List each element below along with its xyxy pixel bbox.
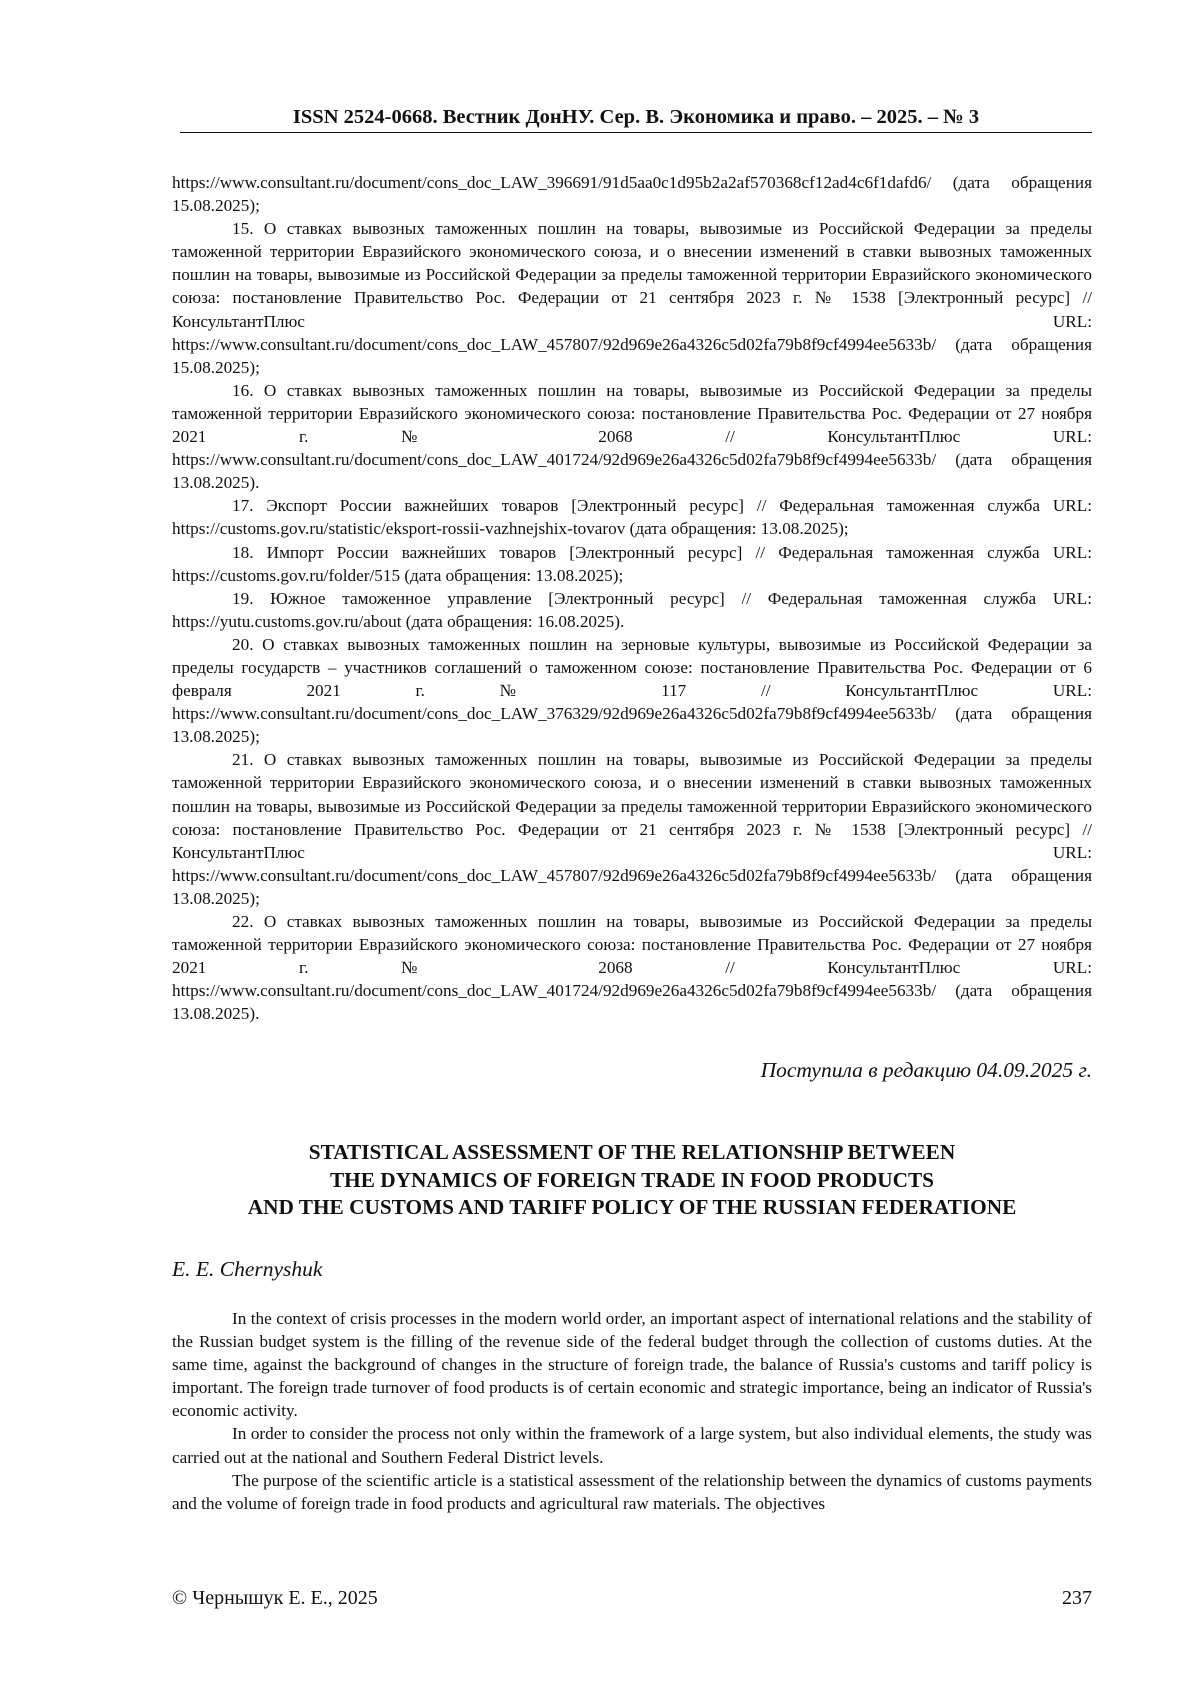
reference-item: https://www.consultant.ru/document/cons_doc_LAW_396691/91d5aa0c1d95b2a2af570368cf12ad4c6f1dafd6/ (дата обращения 15.08.2025); [172,173,1092,216]
reference-list [172,171,1092,1025]
reference-item: 15. О ставках вывозных таможенных пошлин на товары, вывозимые из Российской Федерации за пределы таможенной территории Евразийского экономического союза, и о внесении изменений в ставки вывозных таможенных пошлин на товары, вывозимые из Российской Федерации за пределы таможенной территории Евразийского экономического союза: постановление Правительство Рос. Федерации от 21 сентября 2023 г. № 1538 [Электронный ресурс] // КонсультантПлюс URL: https://www.consultant.ru/document/cons_doc_LAW_457807/92d969e26a4326c5d02fa79b8f9cf4994ee5633b/ (дата обращения 15.08.2025); [172,219,1092,377]
abstract-paragraph: In the context of crisis processes in the modern world order, an important aspect of international relations and the stability of the Russian budget system is the filling of the revenue side of the federal budget through the collection of customs duties. At the same time, against the background of changes in the structure of foreign trade, the balance of Russia's customs and tariff policy is important. The foreign trade turnover of food products is of certain economic and strategic importance, being an indicator of Russia's economic activity. [172,1309,1092,1421]
abstract [172,1307,1092,1515]
reference-item: 22. О ставках вывозных таможенных пошлин на товары, вывозимые из Российской Федерации за пределы таможенной территории Евразийского экономического союза: постановление Правительства Рос. Федерации от 27 ноября 2021 г. № 2068 // КонсультантПлюс URL: https://www.consultant.ru/document/cons_doc_LAW_401724/92d969e26a4326c5d02fa79b8f9cf4994ee5633b/ (дата обращения 13.08.2025). [172,912,1092,1024]
title-line: STATISTICAL ASSESSMENT OF THE RELATIONSHIP BETWEEN [308,1140,956,1164]
abstract-paragraph: In order to consider the process not only within the framework of a large system, but also individual elements, the study was carried out at the national and Southern Federal District levels. [172,1424,1092,1467]
running-header: ISSN 2524-0668. Вестник ДонНУ. Сер. В. Экономика и право. – 2025. – № 3 [292,106,980,128]
author-name: E. E. Chernyshuk [172,1257,323,1281]
reference-item: 20. О ставках вывозных таможенных пошлин на зерновые культуры, вывозимые из Российской Федерации за пределы государств – участников соглашений о таможенном союзе: постановление Правительства Рос. Федерации от 6 февраля 2021 г. № 117 // КонсультантПлюс URL: https://www.consultant.ru/document/cons_doc_LAW_376329/92d969e26a4326c5d02fa79b8f9cf4994ee5633b/ (дата обращения 13.08.2025); [172,634,1092,747]
abstract-paragraph: The purpose of the scientific article is a statistical assessment of the relationship between the dynamics of customs payments and the volume of foreign trade in food products and agricultural raw materials. The objectives [172,1470,1092,1513]
received-date-note: Поступила в редакцию 04.09.2025 г. [760,1058,1092,1082]
reference-item: 18. Импорт России важнейших товаров [Электронный ресурс] // Федеральная таможенная служба URL: https://customs.gov.ru/folder/515 (дата обращения: 13.08.2025); [172,542,1092,585]
reference-item: 16. О ставках вывозных таможенных пошлин на товары, вывозимые из Российской Федерации за пределы таможенной территории Евразийского экономического союза: постановление Правительства Рос. Федерации от 27 ноября 2021 г. № 2068 // КонсультантПлюс URL: https://www.consultant.ru/document/cons_doc_LAW_401724/92d969e26a4326c5d02fa79b8f9cf4994ee5633b/ (дата обращения 13.08.2025). [172,380,1092,493]
copyright-notice: © Чернышук Е. Е., 2025 [172,1587,378,1609]
title-line: AND THE CUSTOMS AND TARIFF POLICY OF THE RUSSIAN FEDERATIONE [247,1195,1017,1219]
page-number: 237 [1062,1587,1092,1609]
reference-item: 19. Южное таможенное управление [Электронный ресурс] // Федеральная таможенная служба URL: https://yutu.customs.gov.ru/about (дата обращения: 16.08.2025). [172,588,1092,631]
title-line: THE DYNAMICS OF FOREIGN TRADE IN FOOD PRODUCTS [329,1167,935,1192]
reference-item: 21. О ставках вывозных таможенных пошлин на товары, вывозимые из Российской Федерации за пределы таможенной территории Евразийского экономического союза, и о внесении изменений в ставки вывозных таможенных пошлин на товары, вывозимые из Российской Федерации за пределы таможенной территории Евразийского экономического союза: постановление Правительство Рос. Федерации от 21 сентября 2023 г. № 1538 [Электронный ресурс] // КонсультантПлюс URL: https://www.consultant.ru/document/cons_doc_LAW_457807/92d969e26a4326c5d02fa79b8f9cf4994ee5633b/ (дата обращения 13.08.2025); [172,750,1092,908]
english-article-title [172,1139,1092,1222]
header-rule [180,132,1092,133]
reference-item: 17. Экспорт России важнейших товаров [Электронный ресурс] // Федеральная таможенная служба URL: https://customs.gov.ru/statistic/eksport-rossii-vazhnejshix-tovarov (дата обращения: 13.08.2025); [172,496,1092,539]
